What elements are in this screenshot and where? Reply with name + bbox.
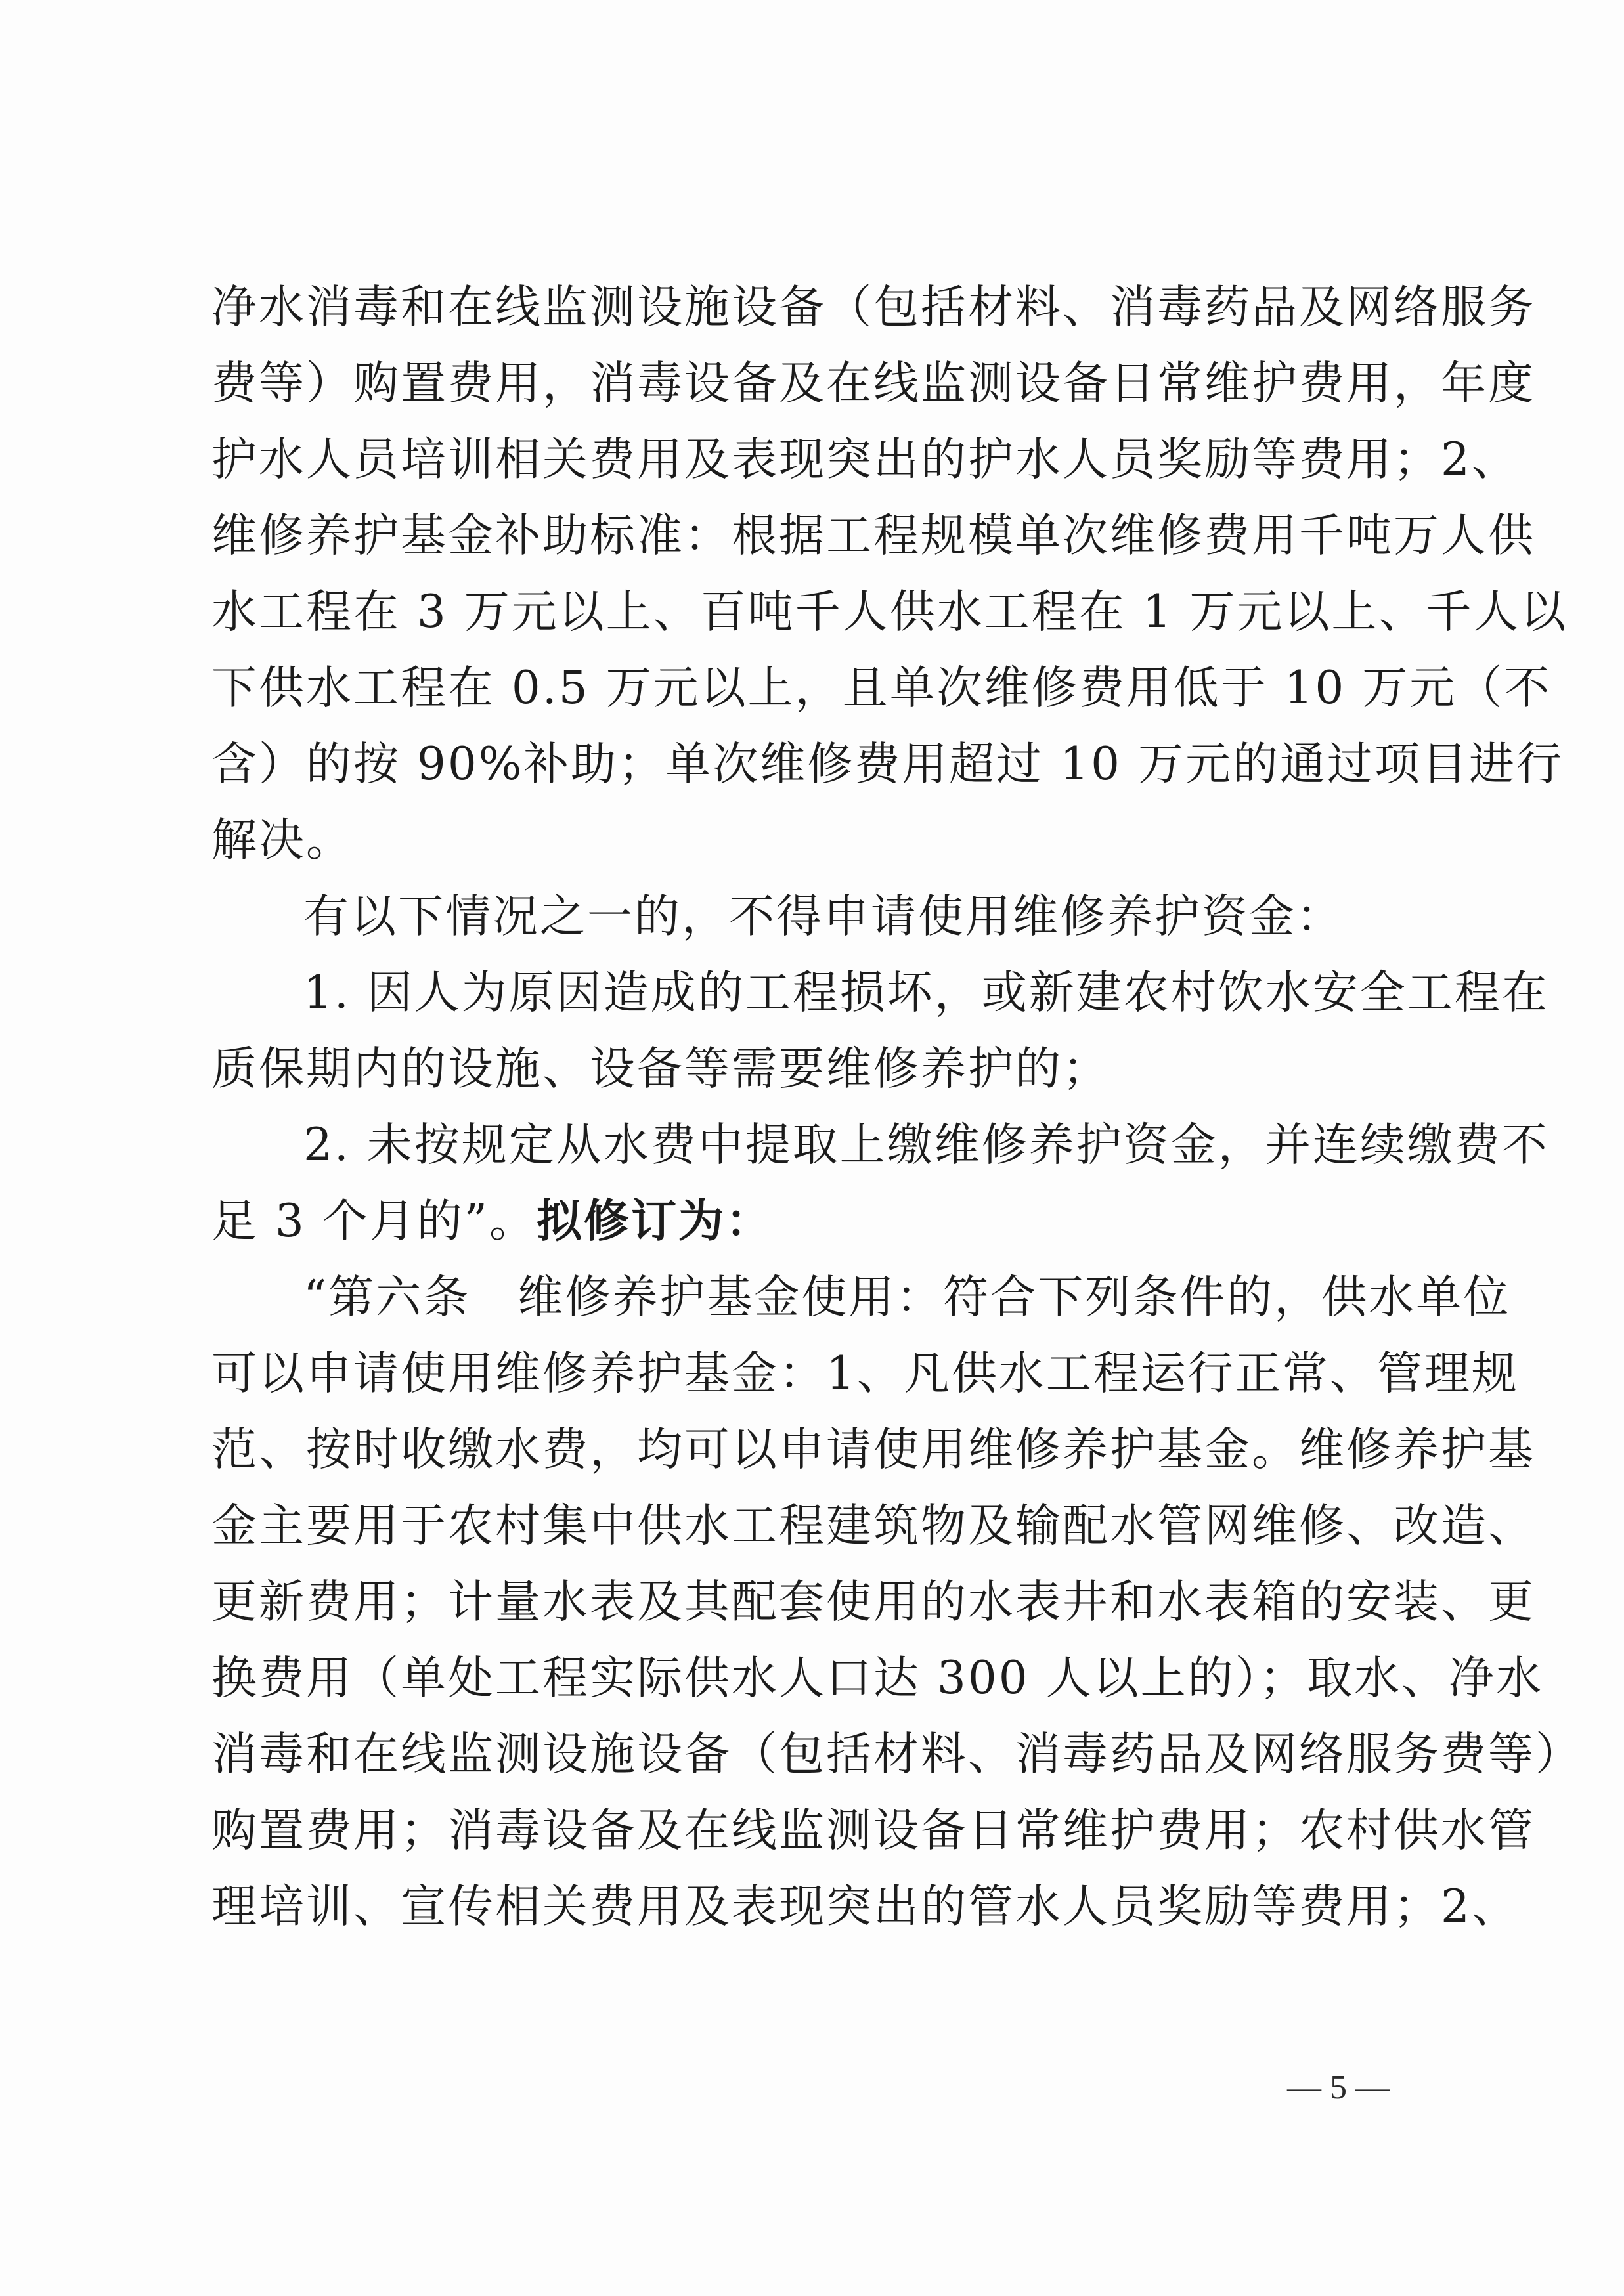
text-line: 范、按时收缴水费，均可以申请使用维修养护基金。维修养护基 (211, 1423, 1535, 1476)
text-line: 解决。 (211, 814, 353, 867)
text-line: 1. 因人为原因造成的工程损坏，或新建农村饮水安全工程在 (303, 966, 1549, 1019)
text-line: 2. 未按规定从水费中提取上缴维修养护资金，并连续缴费不 (303, 1119, 1549, 1171)
text-line: 净水消毒和在线监测设施设备（包括材料、消毒药品及网络服务 (211, 281, 1535, 334)
text-line: 质保期内的设施、设备等需要维修养护的； (211, 1043, 1110, 1095)
page-number: — 5 — (1287, 2069, 1390, 2106)
text-line: 下供水工程在 0.5 万元以上，且单次维修费用低于 10 万元（不 (211, 662, 1552, 714)
text-line: 购置费用；消毒设备及在线监测设备日常维护费用；农村供水管 (211, 1804, 1535, 1857)
text-line: 金主要用于农村集中供水工程建筑物及输配水管网维修、改造、 (211, 1500, 1535, 1552)
text-line: 护水人员培训相关费用及表现突出的护水人员奖励等费用；2、 (211, 433, 1519, 486)
text-line: 消毒和在线监测设施设备（包括材料、消毒药品及网络服务费等） (211, 1728, 1583, 1781)
revision-label: 拟修订为： (537, 1194, 774, 1247)
text-line: 维修养护基金补助标准：根据工程规模单次维修费用千吨万人供 (211, 509, 1535, 562)
text-line: 含）的按 90%补助；单次维修费用超过 10 万元的通过项目进行 (211, 738, 1564, 791)
text-line: 换费用（单处工程实际供水人口达 300 人以上的）；取水、净水 (211, 1652, 1544, 1704)
body-text (211, 269, 1583, 1945)
text-line-part: 足 3 个月的”。 (211, 1195, 537, 1247)
text-line: 费等）购置费用，消毒设备及在线监测设备日常维护费用，年度 (211, 357, 1535, 410)
text-line: 有以下情况之一的，不得申请使用维修养护资金： (303, 890, 1344, 943)
text-line: 可以申请使用维修养护基金：1、凡供水工程运行正常、管理规 (211, 1347, 1519, 1400)
text-line: 理培训、宣传相关费用及表现突出的管水人员奖励等费用；2、 (211, 1880, 1519, 1933)
text-line (211, 1183, 1413, 1259)
text-line: “第六条 维修养护基金使用：符合下列条件的，供水单位 (303, 1271, 1511, 1324)
text-line: 水工程在 3 万元以上、百吨千人供水工程在 1 万元以上、千人以 (211, 586, 1568, 638)
text-line: 更新费用；计量水表及其配套使用的水表井和水表箱的安装、更 (211, 1576, 1535, 1628)
